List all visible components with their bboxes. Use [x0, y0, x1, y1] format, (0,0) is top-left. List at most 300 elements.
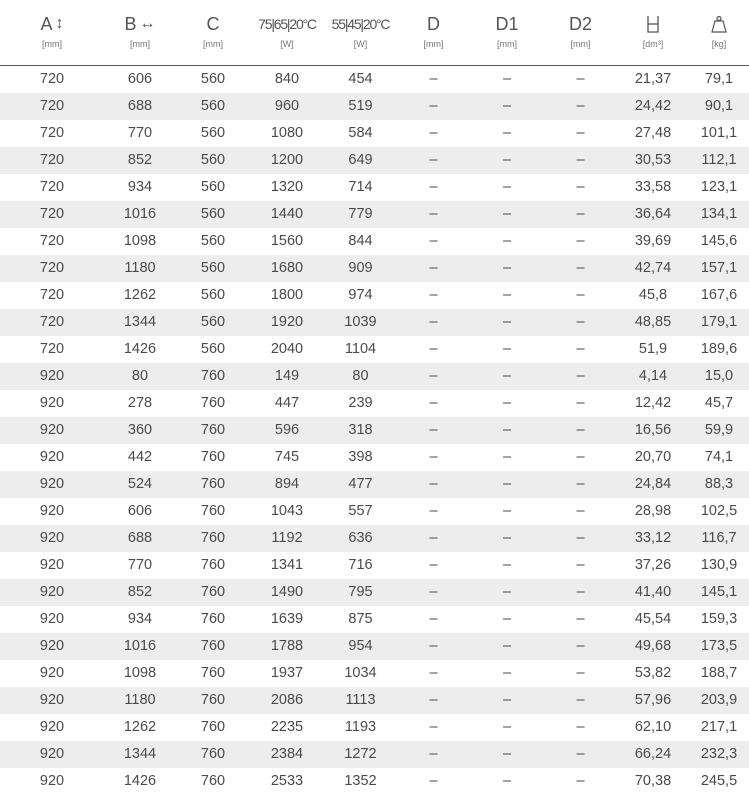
cell-b: 1262: [123, 719, 157, 735]
cell-d: –: [429, 746, 438, 762]
cell-output-55-45-20: 239: [348, 395, 373, 411]
cell-output-75-65-20: 840: [274, 71, 300, 87]
table-row: [0, 147, 749, 174]
cell-b: 770: [127, 125, 153, 141]
table-row: [0, 201, 749, 228]
cell-weight: 79,1: [704, 71, 734, 87]
header-water-volume: [617, 0, 689, 65]
cell-c: 760: [200, 422, 226, 438]
table-row: [0, 525, 749, 552]
cell-a: 920: [39, 476, 65, 492]
cell-water-volume: 33,12: [634, 530, 672, 546]
table-body: [0, 66, 749, 795]
cell-output-55-45-20: 318: [348, 422, 373, 438]
header-a-unit: [mm]: [42, 39, 62, 49]
cell-c: 760: [200, 692, 226, 708]
header-d2-label: D2: [568, 14, 592, 34]
cell-output-55-45-20: 714: [348, 179, 373, 195]
header-a-label: A: [40, 14, 53, 34]
cell-a: 920: [39, 665, 65, 681]
cell-weight: 112,1: [701, 152, 737, 168]
cell-d: –: [429, 233, 438, 249]
cell-d2: –: [576, 746, 585, 762]
table-header: [0, 0, 749, 66]
cell-a: 920: [39, 503, 65, 519]
table-row: [0, 579, 749, 606]
cell-output-75-65-20: 960: [274, 98, 300, 114]
cell-d1: –: [502, 152, 512, 168]
cell-water-volume: 33,58: [634, 179, 672, 195]
cell-c: 760: [200, 584, 226, 600]
table-row: [0, 633, 749, 660]
cell-c: 560: [200, 260, 226, 276]
cell-d1: –: [502, 233, 512, 249]
cell-weight: 90,1: [704, 98, 734, 114]
cell-b: 934: [127, 611, 153, 627]
cell-a: 920: [39, 449, 65, 465]
header-d-unit: [mm]: [423, 39, 444, 49]
header-d-label: D: [427, 14, 440, 34]
cell-d1: –: [502, 125, 512, 141]
cell-weight: 59,9: [704, 422, 734, 438]
cell-d2: –: [576, 179, 585, 195]
cell-water-volume: 24,84: [634, 476, 672, 492]
cell-c: 760: [200, 476, 226, 492]
cell-weight: 15,0: [704, 368, 734, 384]
cell-d: –: [429, 206, 438, 222]
cell-d: –: [429, 287, 438, 303]
header-d1-label: D1: [495, 14, 519, 34]
cell-output-75-65-20: 1639: [270, 611, 304, 627]
cell-output-55-45-20: 1034: [344, 665, 377, 681]
cell-d1: –: [502, 449, 512, 465]
cell-water-volume: 37,26: [634, 557, 672, 573]
header-output-55-45-20-label: 55|45|20°C: [331, 16, 390, 32]
cell-water-volume: 12,42: [634, 395, 672, 411]
cell-d2: –: [576, 125, 585, 141]
cell-weight: 157,1: [700, 260, 738, 276]
table-row: [0, 714, 749, 741]
cell-d: –: [429, 584, 438, 600]
cell-d: –: [429, 503, 438, 519]
table-row: [0, 390, 749, 417]
cell-c: 560: [200, 233, 226, 249]
cell-weight: 102,5: [700, 503, 738, 519]
header-weight: [689, 0, 749, 65]
cell-c: 560: [200, 152, 226, 168]
cell-output-55-45-20: 844: [348, 233, 373, 249]
header-c-label: C: [206, 14, 220, 34]
cell-output-75-65-20: 149: [274, 368, 300, 384]
table-row: [0, 309, 749, 336]
cell-b: 278: [127, 395, 153, 411]
cell-output-55-45-20: 716: [348, 557, 373, 573]
cell-weight: 217,1: [700, 719, 738, 735]
cell-d: –: [429, 260, 438, 276]
cell-a: 720: [39, 260, 65, 276]
cell-output-75-65-20: 1800: [270, 287, 304, 303]
cell-d2: –: [576, 584, 585, 600]
cell-output-75-65-20: 2040: [270, 341, 304, 357]
cell-water-volume: 48,85: [634, 314, 672, 330]
header-weight-unit: [kg]: [711, 39, 727, 49]
cell-water-volume: 21,37: [634, 71, 672, 87]
cell-d: –: [429, 341, 438, 357]
cell-b: 1426: [123, 341, 157, 357]
cell-d: –: [429, 98, 438, 114]
cell-output-55-45-20: 398: [348, 449, 373, 465]
cell-d2: –: [576, 665, 585, 681]
cell-c: 560: [200, 125, 226, 141]
header-d1-unit: [mm]: [497, 39, 517, 49]
cell-d1: –: [502, 773, 512, 789]
cell-output-55-45-20: 1352: [344, 773, 377, 789]
cell-a: 920: [39, 746, 65, 762]
cell-c: 560: [200, 341, 226, 357]
cell-output-55-45-20: 519: [348, 98, 373, 114]
cell-d1: –: [502, 71, 512, 87]
cell-a: 720: [39, 206, 65, 222]
cell-weight: 74,1: [704, 449, 734, 465]
cell-d2: –: [576, 260, 585, 276]
cell-d2: –: [576, 98, 585, 114]
table-row: [0, 336, 749, 363]
cell-weight: 45,7: [704, 395, 734, 411]
header-c-unit: [mm]: [203, 39, 223, 49]
table-row: [0, 66, 749, 93]
cell-a: 920: [39, 422, 65, 438]
header-water-volume-unit: [dm³]: [642, 39, 664, 49]
cell-d: –: [429, 71, 438, 87]
cell-output-75-65-20: 1320: [270, 179, 304, 195]
cell-output-75-65-20: 447: [274, 395, 300, 411]
cell-water-volume: 53,82: [634, 665, 672, 681]
cell-d: –: [429, 638, 438, 654]
cell-d2: –: [576, 557, 585, 573]
cell-b: 442: [127, 449, 153, 465]
cell-c: 760: [200, 557, 226, 573]
cell-d: –: [429, 449, 438, 465]
cell-d2: –: [576, 503, 585, 519]
cell-d: –: [429, 395, 438, 411]
table-row: [0, 255, 749, 282]
cell-d2: –: [576, 314, 585, 330]
cell-c: 760: [200, 395, 226, 411]
cell-water-volume: 27,48: [634, 125, 672, 141]
cell-a: 720: [39, 341, 65, 357]
cell-output-75-65-20: 2086: [270, 692, 304, 708]
header-b-label: B: [124, 14, 137, 34]
cell-b: 1344: [123, 314, 157, 330]
cell-c: 560: [200, 287, 226, 303]
cell-output-55-45-20: 557: [348, 503, 373, 519]
cell-weight: 145,1: [700, 584, 738, 600]
cell-c: 760: [200, 449, 226, 465]
cell-c: 760: [200, 638, 226, 654]
cell-b: 1016: [123, 206, 157, 222]
cell-weight: 173,5: [700, 638, 738, 654]
cell-weight: 123,1: [700, 179, 738, 195]
cell-water-volume: 45,8: [638, 287, 668, 303]
cell-d1: –: [502, 476, 512, 492]
cell-d2: –: [576, 692, 585, 708]
cell-d2: –: [576, 206, 585, 222]
cell-c: 760: [200, 746, 226, 762]
cell-output-75-65-20: 2384: [270, 746, 304, 762]
cell-a: 720: [39, 125, 65, 141]
cell-d1: –: [502, 665, 512, 681]
cell-d2: –: [576, 368, 585, 384]
cell-d2: –: [576, 773, 585, 789]
cell-d: –: [429, 530, 438, 546]
cell-d: –: [429, 125, 438, 141]
cell-output-55-45-20: 1039: [344, 314, 377, 330]
cell-output-55-45-20: 80: [352, 368, 369, 384]
cell-c: 760: [200, 773, 226, 789]
cell-c: 560: [200, 206, 226, 222]
header-a: [0, 0, 104, 65]
cell-output-55-45-20: 454: [348, 71, 373, 87]
cell-d1: –: [502, 287, 512, 303]
cell-d2: –: [576, 638, 585, 654]
cell-d1: –: [502, 692, 512, 708]
cell-a: 920: [39, 395, 65, 411]
cell-c: 760: [200, 719, 226, 735]
cell-weight: 232,3: [700, 746, 738, 762]
cell-weight: 134,1: [700, 206, 738, 222]
table-row: [0, 606, 749, 633]
cell-a: 920: [39, 692, 65, 708]
cell-b: 606: [127, 503, 153, 519]
cell-water-volume: 4,14: [638, 368, 668, 384]
cell-b: 770: [127, 557, 153, 573]
cell-output-55-45-20: 1113: [345, 692, 376, 708]
cell-weight: 116,7: [701, 530, 737, 546]
cell-d: –: [429, 152, 438, 168]
table-row: [0, 93, 749, 120]
cell-output-75-65-20: 2533: [270, 773, 304, 789]
cell-output-75-65-20: 1341: [270, 557, 304, 573]
cell-weight: 159,3: [700, 611, 738, 627]
cell-a: 720: [39, 152, 65, 168]
cell-b: 80: [131, 368, 149, 384]
cell-water-volume: 28,98: [634, 503, 672, 519]
cell-output-55-45-20: 954: [348, 638, 373, 654]
cell-output-55-45-20: 974: [348, 287, 373, 303]
cell-a: 920: [39, 584, 65, 600]
cell-output-55-45-20: 795: [348, 584, 373, 600]
cell-output-75-65-20: 1788: [270, 638, 304, 654]
cell-d1: –: [502, 719, 512, 735]
cell-output-75-65-20: 596: [274, 422, 300, 438]
cell-weight: 203,9: [700, 692, 738, 708]
horizontal-arrow-icon: ↔: [139, 15, 156, 32]
cell-b: 1098: [123, 233, 157, 249]
vertical-arrow-icon: ↕: [55, 15, 64, 32]
cell-water-volume: 36,64: [634, 206, 672, 222]
cell-a: 920: [39, 773, 65, 789]
cell-b: 688: [127, 530, 153, 546]
cell-output-55-45-20: 477: [348, 476, 373, 492]
cell-b: 1426: [123, 773, 157, 789]
cell-d1: –: [502, 206, 512, 222]
cell-d: –: [429, 611, 438, 627]
cell-d1: –: [502, 260, 512, 276]
cell-c: 760: [200, 503, 226, 519]
cell-weight: 167,6: [700, 287, 738, 303]
table-row: [0, 417, 749, 444]
header-output-75-65-20: [250, 0, 324, 65]
cell-d1: –: [502, 341, 512, 357]
table-row: [0, 660, 749, 687]
cell-b: 934: [127, 179, 153, 195]
cell-water-volume: 45,54: [634, 611, 672, 627]
cell-d1: –: [502, 503, 512, 519]
cell-d1: –: [502, 746, 512, 762]
cell-d1: –: [502, 638, 512, 654]
header-d: [397, 0, 470, 65]
cell-b: 606: [127, 71, 153, 87]
cell-output-55-45-20: 636: [348, 530, 373, 546]
cell-water-volume: 70,38: [634, 773, 672, 789]
cell-a: 720: [39, 314, 65, 330]
cell-d: –: [429, 692, 438, 708]
header-output-75-65-20-unit: [W]: [280, 39, 294, 49]
table-row: [0, 363, 749, 390]
cell-output-75-65-20: 1440: [270, 206, 304, 222]
cell-d2: –: [576, 395, 585, 411]
cell-a: 920: [39, 719, 65, 735]
cell-b: 360: [127, 422, 153, 438]
cell-d2: –: [576, 530, 585, 546]
header-output-75-65-20-label: 75|65|20°C: [258, 16, 316, 32]
table-row: [0, 471, 749, 498]
cell-weight: 145,6: [700, 233, 738, 249]
cell-d2: –: [576, 71, 585, 87]
cell-a: 920: [39, 638, 65, 654]
cell-a: 720: [39, 179, 65, 195]
cell-b: 1344: [123, 746, 157, 762]
cell-b: 1180: [124, 260, 156, 276]
cell-d: –: [429, 719, 438, 735]
cell-c: 560: [200, 314, 226, 330]
cell-weight: 245,5: [700, 773, 738, 789]
cell-d: –: [429, 773, 438, 789]
cell-d2: –: [576, 611, 585, 627]
table-row: [0, 228, 749, 255]
cell-c: 560: [200, 98, 226, 114]
table-row: [0, 768, 749, 795]
cell-d: –: [429, 368, 438, 384]
cell-water-volume: 51,9: [638, 341, 668, 357]
header-b: [104, 0, 176, 65]
cell-c: 760: [200, 530, 226, 546]
cell-weight: 130,9: [700, 557, 738, 573]
header-d2: [544, 0, 617, 65]
cell-d2: –: [576, 152, 585, 168]
cell-water-volume: 16,56: [634, 422, 672, 438]
cell-d1: –: [502, 530, 512, 546]
cell-d: –: [429, 422, 438, 438]
cell-d1: –: [502, 584, 512, 600]
cell-c: 760: [200, 368, 226, 384]
cell-output-75-65-20: 1192: [271, 530, 303, 546]
header-output-55-45-20: [324, 0, 397, 65]
cell-d2: –: [576, 341, 585, 357]
cell-output-75-65-20: 1920: [270, 314, 304, 330]
cell-a: 920: [39, 611, 65, 627]
cell-output-55-45-20: 584: [348, 125, 373, 141]
header-d2-unit: [mm]: [570, 39, 591, 49]
cell-output-55-45-20: 779: [348, 206, 373, 222]
table-row: [0, 687, 749, 714]
cell-d: –: [429, 476, 438, 492]
cell-water-volume: 62,10: [634, 719, 672, 735]
table-row: [0, 444, 749, 471]
cell-d1: –: [502, 314, 512, 330]
cell-output-55-45-20: 1104: [344, 341, 377, 357]
table-row: [0, 120, 749, 147]
cell-b: 1180: [124, 692, 156, 708]
cell-output-75-65-20: 894: [274, 476, 300, 492]
cell-water-volume: 57,96: [634, 692, 672, 708]
cell-c: 560: [200, 71, 226, 87]
cell-d2: –: [576, 287, 585, 303]
cell-d: –: [429, 557, 438, 573]
cell-weight: 188,7: [700, 665, 738, 681]
cell-a: 720: [39, 71, 65, 87]
cell-a: 920: [39, 530, 65, 546]
cell-b: 1016: [123, 638, 157, 654]
cell-d1: –: [502, 422, 512, 438]
cell-output-75-65-20: 2235: [270, 719, 304, 735]
cell-b: 524: [127, 476, 153, 492]
cell-c: 760: [200, 665, 226, 681]
cell-b: 1098: [123, 665, 157, 681]
cell-b: 1262: [123, 287, 157, 303]
cell-d: –: [429, 314, 438, 330]
cell-d1: –: [502, 395, 512, 411]
cell-d: –: [429, 179, 438, 195]
weight-icon: [710, 15, 728, 33]
cell-output-55-45-20: 1193: [344, 719, 377, 735]
cell-water-volume: 39,69: [634, 233, 672, 249]
cell-water-volume: 42,74: [634, 260, 672, 276]
cell-b: 852: [127, 584, 153, 600]
cell-d2: –: [576, 449, 585, 465]
cell-output-75-65-20: 1200: [270, 152, 304, 168]
cell-a: 720: [39, 98, 65, 114]
cell-b: 852: [127, 152, 153, 168]
cell-d2: –: [576, 476, 585, 492]
cell-weight: 189,6: [700, 341, 738, 357]
cell-water-volume: 24,42: [634, 98, 672, 114]
cell-d2: –: [576, 233, 585, 249]
table-row: [0, 741, 749, 768]
cell-weight: 101,1: [700, 125, 738, 141]
cell-output-55-45-20: 1272: [344, 746, 377, 762]
cell-d: –: [429, 665, 438, 681]
cell-weight: 179,1: [700, 314, 738, 330]
cell-output-75-65-20: 1080: [270, 125, 304, 141]
cell-d1: –: [502, 98, 512, 114]
table-row: [0, 552, 749, 579]
cell-water-volume: 49,68: [634, 638, 672, 654]
cell-d1: –: [502, 611, 512, 627]
cell-output-75-65-20: 745: [274, 449, 300, 465]
cell-d2: –: [576, 422, 585, 438]
cell-b: 688: [127, 98, 153, 114]
